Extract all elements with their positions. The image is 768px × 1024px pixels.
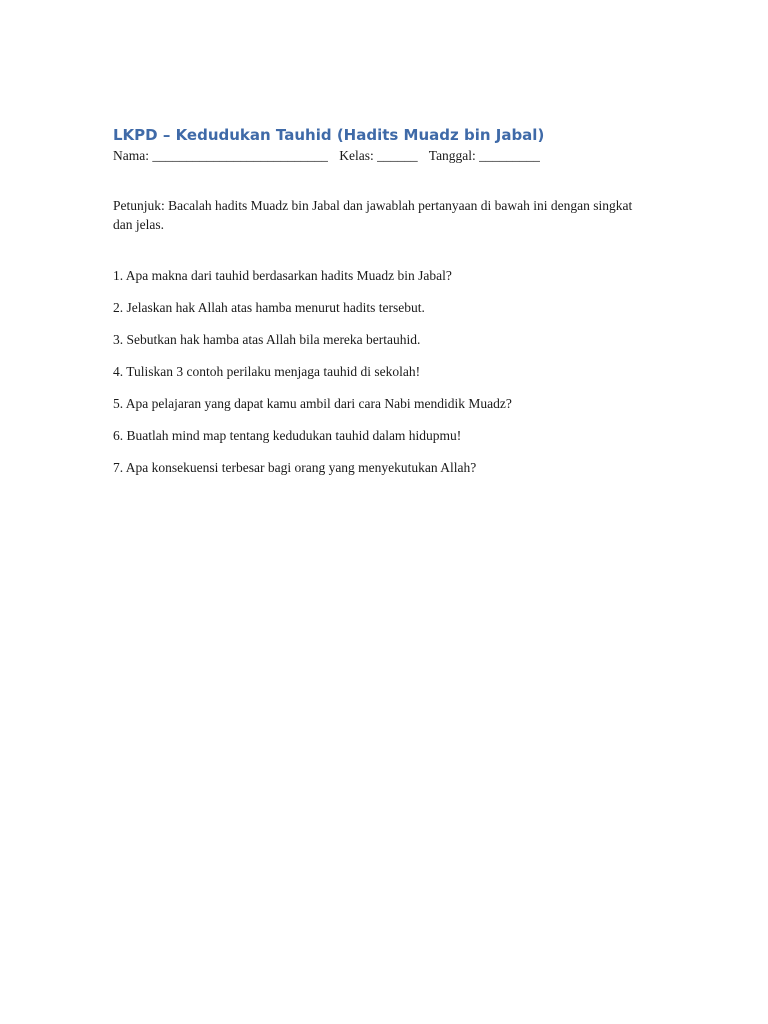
question-item: 5. Apa pelajaran yang dapat kamu ambil dari cara Nabi mendidik Muadz? (113, 396, 512, 411)
question-item: 4. Tuliskan 3 contoh perilaku menjaga tauhid di sekolah! (113, 364, 421, 379)
question-item: 1. Apa makna dari tauhid berdasarkan hadits Muadz bin Jabal? (113, 268, 452, 283)
question-item: 6. Buatlah mind map tentang kedudukan tauhid dalam hidupmu! (113, 428, 462, 443)
worksheet-title: LKPD – Kedudukan Tauhid (Hadits Muadz bin Jabal) (113, 126, 545, 144)
question-list (113, 266, 653, 477)
date-field: Tanggal: _________ (428, 148, 540, 163)
instruction-text: Petunjuk: Bacalah hadits Muadz bin Jabal dan jawablah pertanyaan di bawah ini dengan singkat dan jelas. (113, 198, 633, 232)
question-item: 7. Apa konsekuensi terbesar bagi orang yang menyekutukan Allah? (113, 460, 477, 475)
class-field: Kelas: ______ (339, 148, 418, 163)
student-info-line (113, 146, 653, 166)
name-field: Nama: __________________________ (113, 148, 328, 163)
question-item: 3. Sebutkan hak hamba atas Allah bila mereka bertauhid. (113, 332, 421, 347)
worksheet-page (113, 124, 653, 490)
question-item: 2. Jelaskan hak Allah atas hamba menurut hadits tersebut. (113, 300, 425, 315)
